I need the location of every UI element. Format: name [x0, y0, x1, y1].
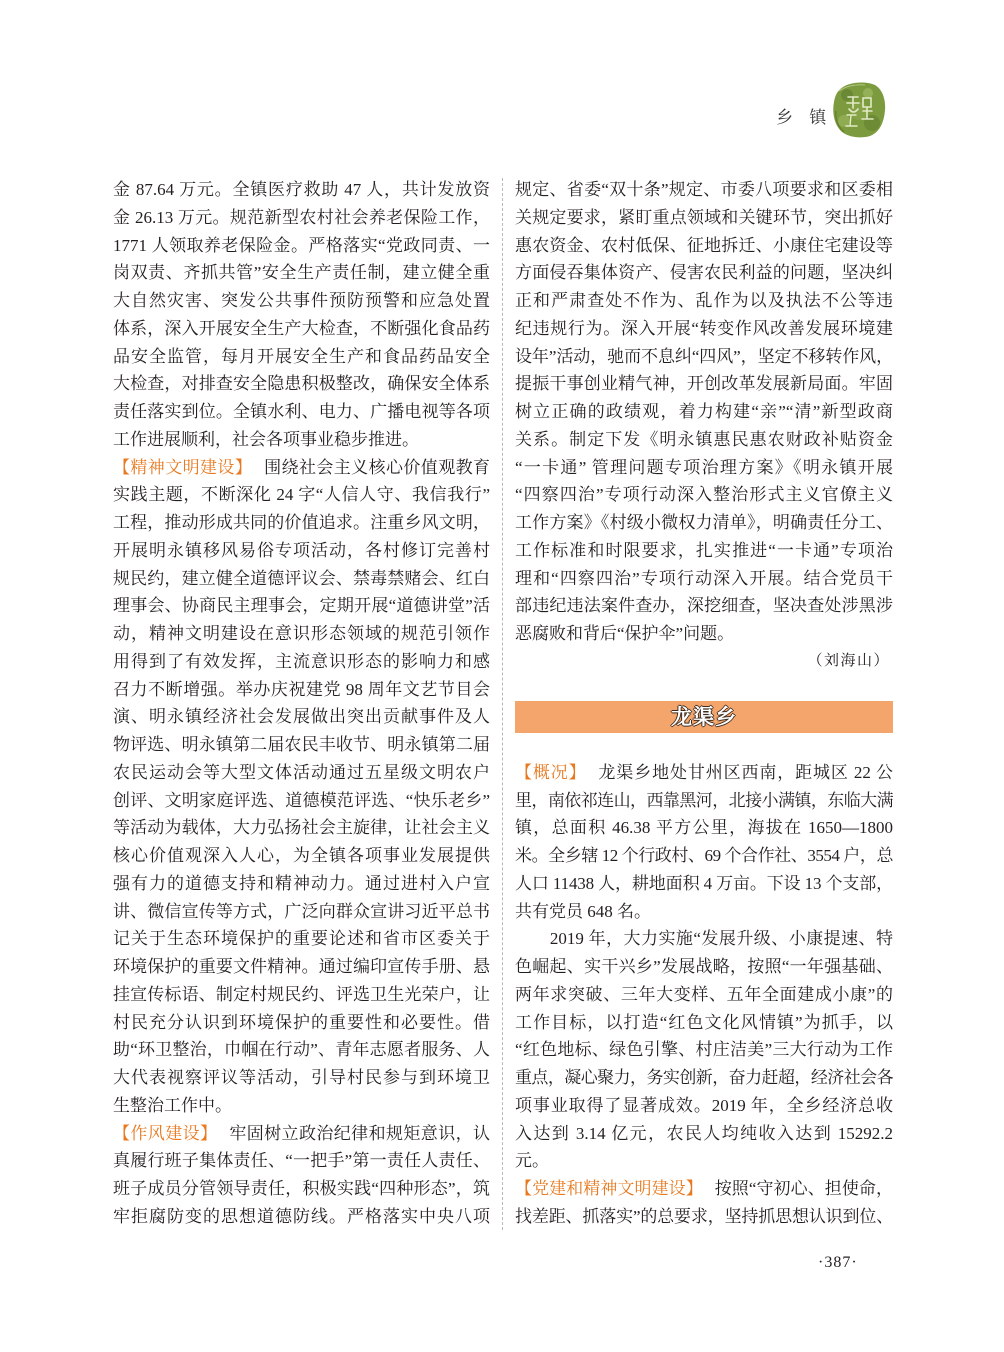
- paragraph: [113, 176, 490, 454]
- line-text: 用得到了有效发挥，主流意识形态的影响力和感: [113, 651, 490, 671]
- text-line: [515, 481, 893, 509]
- line-text: 等活动为载体，大力弘扬社会主旋律，让社会主义: [113, 818, 490, 838]
- text-line: [113, 565, 490, 593]
- section-label: 【党建和精神文明建设】: [515, 1179, 703, 1198]
- text-line: [515, 232, 893, 260]
- text-line: [113, 981, 490, 1009]
- text-line: [515, 842, 893, 870]
- text-line: [113, 953, 490, 981]
- text-line: [515, 814, 893, 842]
- line-text: 牢固树立政治纪律和规矩意识，认: [229, 1123, 491, 1143]
- line-text: 关规定要求，紧盯重点领域和关键环节，突出抓好: [515, 207, 893, 227]
- line-text: 体系，深入开展安全生产大检查，不断强化食品药: [113, 318, 490, 338]
- line-text: 岗双责、齐抓共管”安全生产责任制，建立健全重: [113, 263, 490, 283]
- labeled-paragraph: [515, 1175, 893, 1231]
- section-label: 【精神文明建设】: [113, 457, 253, 477]
- text-line: [113, 620, 490, 648]
- right-column-upper: [515, 176, 893, 648]
- text-line: [113, 1203, 490, 1231]
- text-line: [113, 343, 490, 371]
- text-line: [113, 842, 490, 870]
- line-text: 规民约，建立健全道德评议会、禁毒禁赌会、红白: [113, 568, 490, 588]
- line-text: 1771 人领取养老保险金。严格落实“党政同责、一: [113, 235, 490, 255]
- text-line: [113, 731, 490, 759]
- line-text: 讲、微信宣传等方式，广泛向群众宣讲习近平总书: [113, 901, 490, 921]
- text-line: [113, 814, 490, 842]
- line-text: 入达到 3.14 亿元，农民人均纯收入达到 15292.2: [515, 1123, 893, 1143]
- text-line: [113, 1147, 490, 1175]
- line-text: 人口 11438 人，耕地面积 4 万亩。下设 13 个支部，: [515, 873, 893, 893]
- line-text: 纪违规行为。深入开展“转变作风改善发展环境建: [515, 318, 893, 338]
- line-text: 环境保护的重要文件精神。通过编印宣传手册、悬: [113, 957, 490, 976]
- text-line: [113, 1175, 490, 1203]
- text-line: [515, 454, 893, 482]
- line-text: 元。: [515, 1151, 549, 1171]
- text-line: [515, 1203, 893, 1231]
- text-line: [515, 370, 893, 398]
- left-column: [113, 176, 490, 1231]
- line-text: 大检查，对排查安全隐患积极整改，确保安全体系: [113, 374, 490, 394]
- text-line: [113, 787, 490, 815]
- line-text: 动，精神文明建设在意识形态领域的规范引领作: [113, 624, 490, 643]
- text-line: [113, 1120, 490, 1148]
- text-line: [515, 1064, 893, 1092]
- line-text: 演、明永镇经济社会发展做出突出贡献事件及人: [113, 707, 490, 727]
- text-line: [515, 204, 893, 232]
- text-line: [113, 398, 490, 426]
- line-text: 重点，凝心聚力，务实创新，奋力赶超，经济社会各: [515, 1068, 893, 1087]
- text-line: [515, 259, 893, 287]
- text-line: [113, 509, 490, 537]
- text-line: [113, 703, 490, 731]
- line-text: “一卡通” 管理问题专项治理方案》《明永镇开展: [515, 457, 893, 477]
- text-line: [515, 176, 893, 204]
- labeled-paragraph: [515, 759, 893, 926]
- text-line: [113, 592, 490, 620]
- line-text: 理事会、协商民主理事会，定期开展“道德讲堂”活: [113, 596, 490, 616]
- line-text: 树立正确的政绩观，着力构建“亲”“清”新型政商: [515, 402, 893, 421]
- author-byline: （刘海山）: [807, 652, 890, 669]
- green-seal-stone-icon: [832, 81, 886, 138]
- line-text: 米。全乡辖 12 个行政村、69 个合作社、3554 户，总: [515, 846, 893, 865]
- text-line: [515, 592, 893, 620]
- line-text: 责任落实到位。全镇水利、电力、广播电视等各项: [113, 402, 490, 421]
- line-text: 围绕社会主义核心价值观教育: [264, 457, 491, 477]
- line-text: 龙渠乡地处甘州区西南，距城区 22 公: [598, 762, 894, 782]
- line-text: 方面侵吞集体资产、侵害农民利益的问题，坚决纠: [515, 263, 893, 283]
- line-text: 色崛起、实干兴乡”发展战略，按照“一年强基础、: [515, 957, 893, 976]
- text-line: [515, 565, 893, 593]
- line-text: 提振干事创业精气神，开创改革发展新局面。牢固: [515, 374, 893, 394]
- line-text: 共有党员 648 名。: [515, 901, 651, 921]
- line-text: 开展明永镇移风易俗专项活动，各村修订完善村: [113, 540, 490, 560]
- text-line: [113, 1092, 490, 1120]
- line-text: 强有力的道德支持和精神动力。通过进村入户宣: [113, 873, 490, 893]
- line-text: 两年求突破、三年大变样、五年全面建成小康”的: [515, 984, 893, 1004]
- text-line: [113, 676, 490, 704]
- text-line: [113, 648, 490, 676]
- line-text: 挂宣传标语、制定村规民约、评选卫生光荣户，让: [113, 984, 490, 1004]
- right-column: [515, 176, 893, 1231]
- line-text: 惠农资金、农村低保、征地拆迁、小康住宅建设等: [515, 235, 893, 255]
- line-text: 生整治工作中。: [113, 1095, 232, 1115]
- line-text: 金 26.13 万元。规范新型农村社会养老保险工作，: [113, 207, 490, 227]
- line-text: 助“环卫整治，巾帼在行动”、青年志愿者服务、人: [113, 1040, 490, 1060]
- line-text: 关系。制定下发《明永镇惠民惠农财政补贴资金: [515, 429, 893, 449]
- text-line: [113, 1036, 490, 1064]
- line-text: 正和严肃查处不作为、乱作为以及执法不公等违: [515, 291, 893, 310]
- line-text: 牢拒腐防变的思想道德防线。严格落实中央八项: [113, 1206, 490, 1226]
- line-text: 品安全监管，每月开展安全生产和食品药品安全: [113, 346, 490, 366]
- line-text: 工作目标，以打造“红色文化风情镇”为抓手，以: [515, 1012, 893, 1032]
- line-text: 农民运动会等大型文体活动通过五星级文明农户: [113, 762, 490, 782]
- line-text: 里，南依祁连山，西靠黑河，北接小满镇，东临大满: [515, 790, 893, 810]
- section-label: 【概况】: [515, 762, 587, 782]
- text-line: [113, 1009, 490, 1037]
- running-header: [776, 107, 832, 129]
- text-line: [515, 398, 893, 426]
- labeled-paragraph: [113, 454, 490, 1120]
- line-text: 找差距、抓落实”的总要求，坚持抓思想认识到位、: [515, 1206, 893, 1226]
- line-text: 恶腐败和背后“保护伞”问题。: [515, 624, 735, 643]
- text-line: [515, 343, 893, 371]
- text-line: [515, 953, 893, 981]
- text-line: [515, 925, 893, 953]
- line-text: 镇，总面积 46.38 平方公里，海拔在 1650—1800: [515, 818, 893, 838]
- paragraph: [515, 925, 893, 1175]
- line-text: 记关于生态环境保护的重要论述和省市区委关于: [113, 929, 490, 949]
- text-line: [113, 259, 490, 287]
- line-text: 工程，推动形成共同的价值追求。注重乡风文明，: [113, 513, 490, 532]
- text-line: [515, 426, 893, 454]
- running-header-title: 乡 镇: [776, 108, 833, 127]
- line-text: 大自然灾害、突发公共事件预防预警和应急处置: [113, 291, 490, 310]
- text-line: [113, 370, 490, 398]
- line-text: 大代表视察评议等活动，引导村民参与到环境卫: [113, 1068, 490, 1087]
- section-heading-title: 龙渠乡: [671, 705, 737, 730]
- line-text: 金 87.64 万元。全镇医疗救助 47 人，共计发放资: [113, 180, 490, 199]
- line-text: 工作方案》《村级小微权力清单》，明确责任分工、: [515, 513, 893, 532]
- text-line: [113, 759, 490, 787]
- labeled-paragraph: [113, 1120, 490, 1231]
- line-text: 物评选、明永镇第二届农民丰收节、明永镇第二届: [113, 735, 490, 754]
- line-text: 真履行班子集体责任、“一把手”第一责任人责任、: [113, 1151, 490, 1171]
- text-line: [515, 1175, 893, 1203]
- text-line: [113, 176, 490, 204]
- line-text: 工作进展顺利，社会各项事业稳步推进。: [113, 429, 419, 449]
- text-line: [515, 1009, 893, 1037]
- text-line: [113, 481, 490, 509]
- text-line: [113, 454, 490, 482]
- text-line: [515, 1120, 893, 1148]
- line-text: 创评、文明家庭评选、道德模范评选、“快乐老乡”: [113, 790, 490, 810]
- text-line: [515, 315, 893, 343]
- line-text: “四察四治”专项行动深入整治形式主义官僚主义: [515, 485, 893, 505]
- section-heading-band: [515, 701, 893, 733]
- line-text: 班子成员分管领导责任，积极实践“四种形态”，筑: [113, 1179, 490, 1198]
- line-text: 实践主题，不断深化 24 字“人信人守、我信我行”: [113, 485, 490, 505]
- text-line: [515, 537, 893, 565]
- line-text: 2019 年，大力实施“发展升级、小康提速、特: [515, 929, 893, 949]
- section-label: 【作风建设】: [113, 1123, 218, 1143]
- text-line: [515, 620, 893, 648]
- section-heading: [515, 676, 893, 759]
- text-line: [515, 509, 893, 537]
- text-line: [113, 537, 490, 565]
- line-text: 部违纪违法案件查办，深挖细查，坚决查处涉黑涉: [515, 596, 893, 616]
- text-line: [113, 315, 490, 343]
- text-line: [515, 870, 893, 898]
- text-line: [515, 898, 893, 926]
- text-line: [113, 925, 490, 953]
- line-text: 理和“四察四治”专项行动深入开展。结合党员干: [515, 568, 893, 588]
- line-text: 召力不断增强。举办庆祝建党 98 周年文艺节目会: [113, 679, 490, 699]
- column-divider: [502, 178, 503, 1230]
- text-line: [113, 287, 490, 315]
- text-line: [113, 1064, 490, 1092]
- line-text: 按照“守初心、担使命，: [714, 1179, 894, 1198]
- text-line: [515, 287, 893, 315]
- line-text: 核心价值观深入人心，为全镇各项事业发展提供: [113, 846, 490, 865]
- text-line: [515, 981, 893, 1009]
- text-line: [113, 426, 490, 454]
- text-line: [515, 1036, 893, 1064]
- text-line: [515, 1092, 893, 1120]
- text-line: [113, 204, 490, 232]
- text-line: [113, 898, 490, 926]
- text-line: [515, 759, 893, 787]
- text-line: [113, 232, 490, 260]
- paragraph: [515, 176, 893, 648]
- text-line: [515, 787, 893, 815]
- line-text: “红色地标、绿色引擎、村庄洁美”三大行动为工作: [515, 1040, 893, 1060]
- line-text: 项事业取得了显著成效。2019 年，全乡经济总收: [515, 1095, 893, 1115]
- text-line: [113, 870, 490, 898]
- right-column-lower: [515, 759, 893, 1231]
- line-text: 规定、省委“双十条”规定、市委八项要求和区委相: [515, 180, 893, 199]
- line-text: 设年”活动，驰而不息纠“四风”，坚定不移转作风，: [515, 346, 893, 366]
- line-text: 村民充分认识到环境保护的重要性和必要性。借: [113, 1012, 490, 1032]
- text-line: [515, 1147, 893, 1175]
- page-number: ·387·: [818, 1254, 858, 1271]
- line-text: 工作标准和时限要求，扎实推进“一卡通”专项治: [515, 540, 893, 560]
